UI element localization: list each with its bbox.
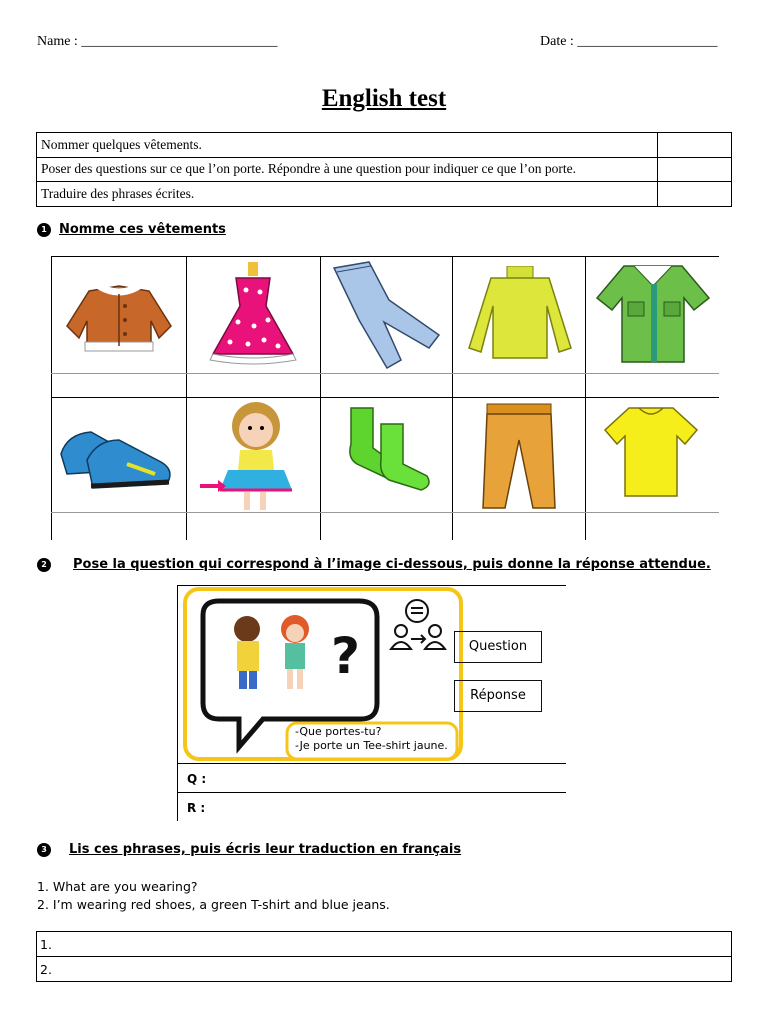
section-3-heading [37, 842, 461, 857]
shirt-image [594, 258, 712, 366]
section-number-badge: 3 [37, 843, 51, 857]
dialog-activity [177, 585, 566, 821]
translation-row [37, 957, 732, 982]
question-answer-field[interactable] [217, 767, 557, 791]
objective-check-box[interactable] [658, 157, 732, 182]
sentence-2: 2. I’m wearing red shoes, a green T-shirt and blue jeans. [37, 897, 390, 912]
section-2-heading [37, 557, 711, 572]
date-field[interactable]: Date : ____________________ [540, 34, 718, 49]
coat-image [59, 276, 179, 356]
question-box: Question [454, 631, 542, 663]
clothes-grid [51, 256, 719, 540]
socks-image [337, 404, 437, 494]
objective-text: Poser des questions sur ce que l’on porte. Répondre à une question pour indiquer ce que l’on porte. [37, 157, 658, 182]
objective-check-box[interactable] [658, 182, 732, 207]
conversation-icon [389, 597, 449, 653]
jeans-image [329, 260, 444, 370]
objectives-table [36, 132, 732, 207]
section-number-badge: 1 [37, 223, 51, 237]
tshirt-image [601, 402, 701, 502]
dress-image [198, 262, 308, 367]
translation-field-1[interactable]: 1. [37, 932, 732, 957]
objective-text: Traduire des phrases écrites. [37, 182, 658, 207]
name-field[interactable]: Name : ____________________________ [37, 34, 278, 49]
objective-row [37, 133, 732, 158]
response-answer-field[interactable] [217, 795, 557, 819]
pullover-image [461, 266, 579, 366]
skirt-girl-image [198, 400, 308, 512]
sentence-1: 1. What are you wearing? [37, 879, 198, 894]
speech-line-2: -Je porte un Tee-shirt jaune. [295, 739, 448, 752]
objective-row [37, 182, 732, 207]
sentence-list [37, 878, 390, 914]
translation-row [37, 932, 732, 957]
objective-text: Nommer quelques vêtements. [37, 133, 658, 158]
trousers-image [479, 400, 559, 512]
section-1-title: Nomme ces vêtements [59, 222, 226, 237]
speech-line-1: -Que portes-tu? [295, 725, 382, 738]
response-label: R : [187, 801, 206, 815]
svg-text:?: ? [331, 627, 361, 685]
trainers-image [57, 414, 181, 494]
question-label: Q : [187, 772, 207, 786]
translation-table [36, 931, 732, 982]
section-2-title: Pose la question qui correspond à l’image ci-dessous, puis donne la réponse attendue. [73, 557, 711, 572]
translation-field-2[interactable]: 2. [37, 957, 732, 982]
section-3-title: Lis ces phrases, puis écris leur traduction en français [69, 842, 462, 857]
section-number-badge: 2 [37, 558, 51, 572]
objective-row [37, 157, 732, 182]
page-title: English test [321, 85, 447, 112]
section-1-heading [37, 222, 226, 237]
answer-box: Réponse [454, 680, 542, 712]
objective-check-box[interactable] [658, 133, 732, 158]
speech-text [295, 725, 448, 753]
